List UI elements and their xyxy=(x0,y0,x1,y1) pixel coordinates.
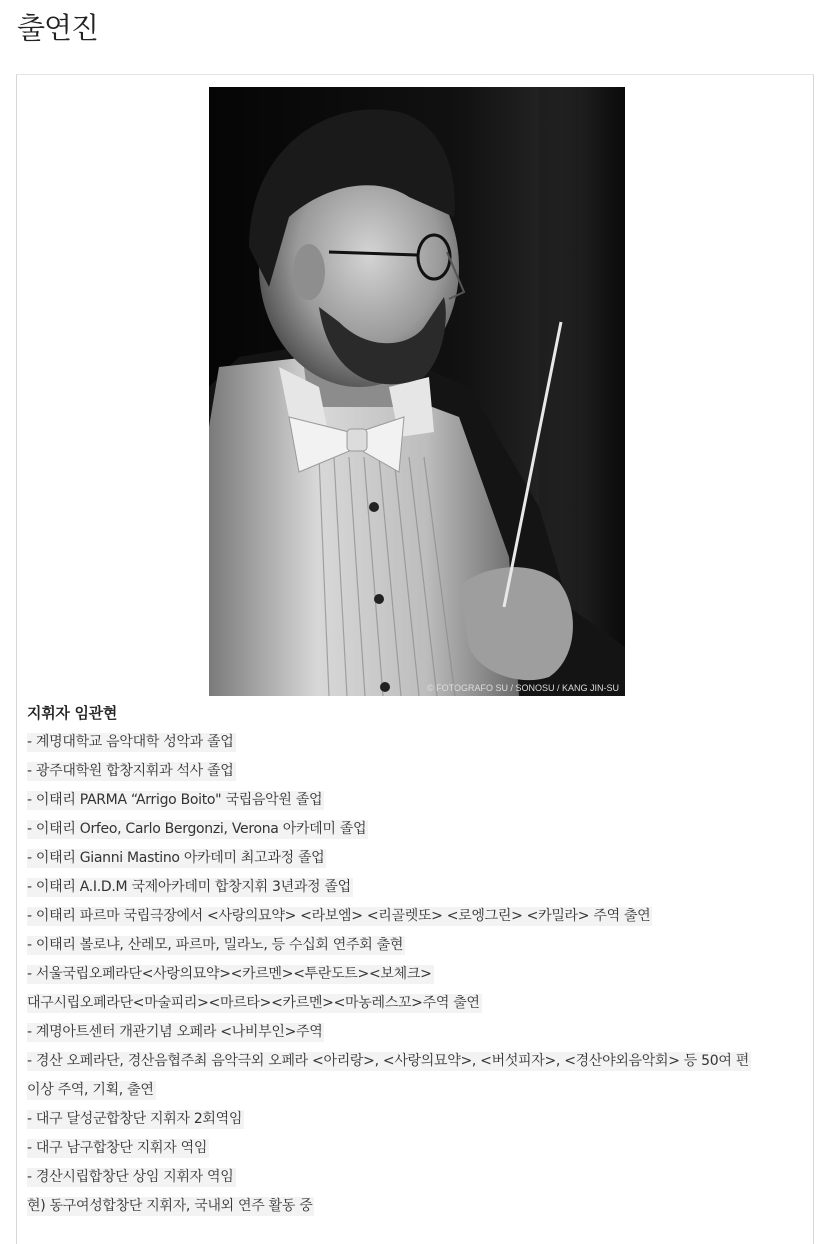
bio-line: - 이태리 Gianni Mastino 아카데미 최고과정 졸업 xyxy=(27,850,325,866)
bio-line: - 대구 남구합창단 지휘자 역임 xyxy=(27,1140,208,1156)
bio-line: - 경산 오페라단, 경산음협주최 음악극외 오페라 <아리랑>, <사랑의묘약>, <버섯피자>, <경산야외음악회> 등 50여 편 xyxy=(27,1053,749,1069)
bio-line: - 이태리 파르마 국립극장에서 <사랑의묘약> <라보엠> <리골렛또> <로엥그린> <카밀라> 주역 출연 xyxy=(27,908,651,924)
bio-line: 대구시립오페라단<마술피리><마르타><카르멘><마농레스꼬>주역 출연 xyxy=(27,995,480,1011)
bio-line: - 계명대학교 음악대학 성악과 졸업 xyxy=(27,734,234,750)
page-title: 출연진 xyxy=(17,11,99,45)
bio-line: - 대구 달성군합창단 지휘자 2회역임 xyxy=(27,1111,243,1127)
bio-line: - 이태리 볼로냐, 산레모, 파르마, 밀라노, 등 수십회 연주회 출현 xyxy=(27,937,404,953)
bio-line: 현) 동구여성합창단 지휘자, 국내외 연주 활동 중 xyxy=(27,1198,313,1214)
bio-line: - 광주대학원 합창지휘과 석사 졸업 xyxy=(27,763,234,779)
bio-line: - 이태리 Orfeo, Carlo Bergonzi, Verona 아카데미 졸업 xyxy=(27,821,367,837)
conductor-portrait-image xyxy=(209,87,625,696)
photo-credit: © FOTOGRAFO SU / SONOSU / KANG JIN-SU xyxy=(427,683,619,693)
bio-line: - 이태리 PARMA “Arrigo Boito" 국립음악원 졸업 xyxy=(27,792,323,808)
bio-line: - 계명아트센터 개관기념 오페라 <나비부인>주역 xyxy=(27,1024,323,1040)
bio-line: - 서울국립오페라단<사랑의묘약><카르멘><투란도트><보체크> xyxy=(27,966,432,982)
bio-line: - 이태리 A.I.D.M 국제아카데미 합창지휘 3년과정 졸업 xyxy=(27,879,351,895)
conductor-bio xyxy=(27,701,807,1221)
content-box xyxy=(16,74,814,1244)
bio-heading: 지휘자 임관현 xyxy=(27,704,118,722)
bio-line: - 경산시립합창단 상임 지휘자 역임 xyxy=(27,1169,234,1185)
conductor-photo xyxy=(209,87,625,696)
bio-line: 이상 주역, 기획, 출연 xyxy=(27,1082,154,1098)
